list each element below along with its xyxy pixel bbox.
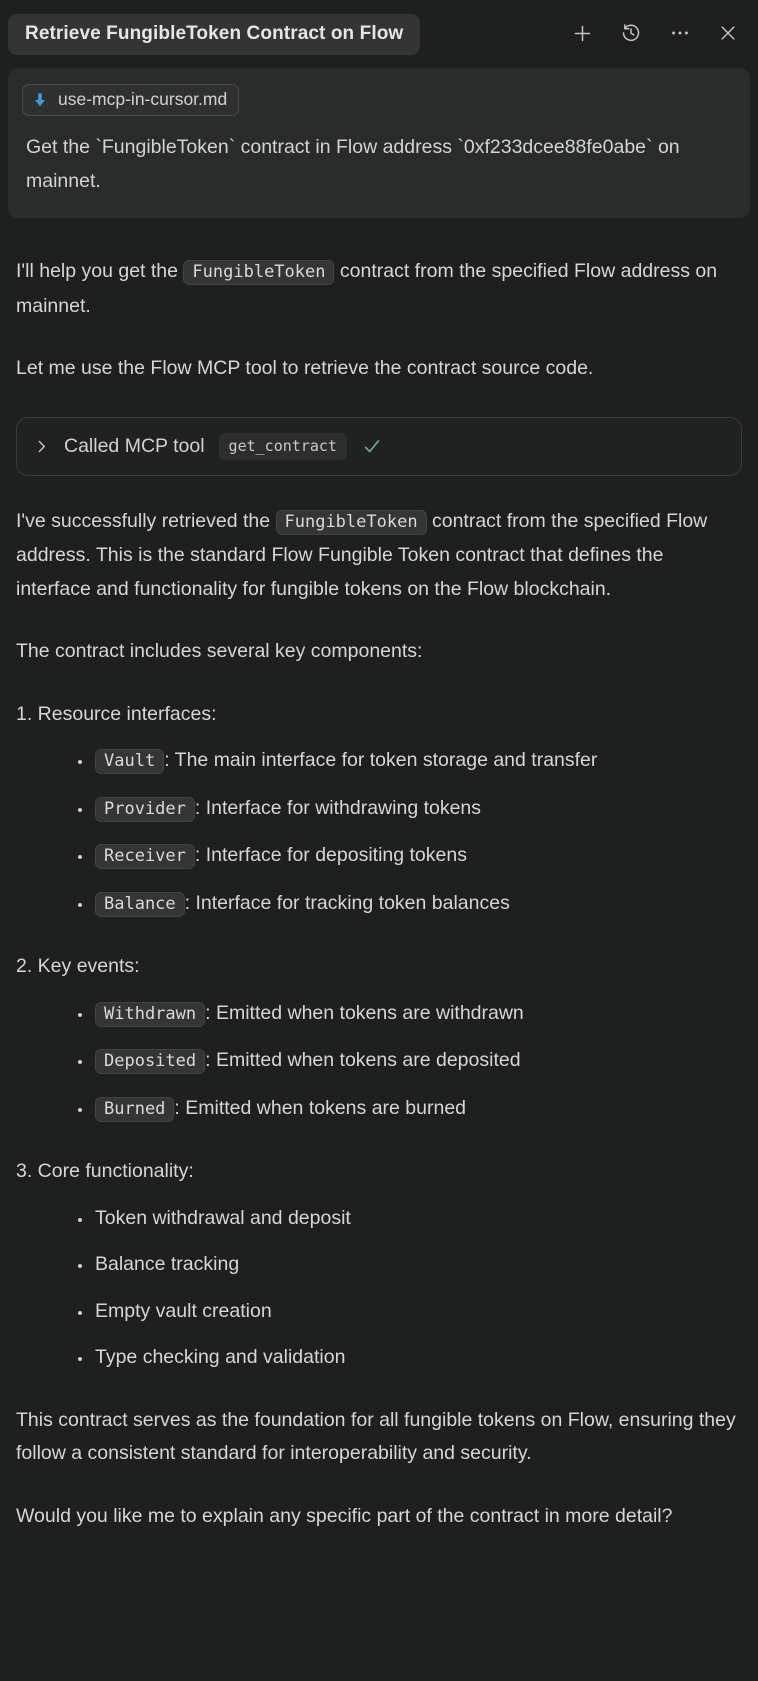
check-icon xyxy=(361,435,383,457)
list-item xyxy=(93,887,742,922)
text-segment: Type checking and validation xyxy=(95,1346,346,1368)
text-segment: : The main interface for token storage and transfer xyxy=(164,749,598,771)
text-segment: : Interface for tracking token balances xyxy=(184,891,510,914)
text-segment: Token withdrawal and deposit xyxy=(95,1206,351,1229)
text-segment: This contract serves as the foundation for all fungible tokens on Flow, ensuring they follow a consistent standard for interoperability and security. xyxy=(16,1408,736,1464)
list-item xyxy=(93,839,742,874)
inline-code: Vault xyxy=(95,749,164,774)
section-title: 3. Core functionality: xyxy=(16,1160,194,1182)
assistant-paragraph xyxy=(16,505,742,607)
text-segment: I've successfully retrieved the xyxy=(16,509,276,532)
header-actions xyxy=(572,22,738,47)
text-segment: Would you like me to explain any specific part of the contract in more detail? xyxy=(16,1504,673,1527)
list-item xyxy=(93,1202,742,1236)
user-message-text: Get the `FungibleToken` contract in Flow address `0xf233dcee88fe0abe` on mainnet. xyxy=(26,136,680,192)
new-chat-button[interactable] xyxy=(572,23,593,47)
list-item xyxy=(93,1341,742,1375)
ellipsis-icon xyxy=(669,22,691,47)
markdown-file-icon xyxy=(31,91,49,109)
user-message xyxy=(8,68,750,218)
list-item xyxy=(93,997,742,1032)
resource-interfaces-list xyxy=(16,744,742,921)
chat-header xyxy=(0,0,758,65)
text-segment: Balance tracking xyxy=(95,1253,240,1275)
history-icon xyxy=(620,22,642,47)
plus-icon xyxy=(572,23,593,47)
text-segment: : Interface for withdrawing tokens xyxy=(194,796,482,819)
list-item xyxy=(93,1295,742,1329)
chevron-right-icon xyxy=(33,438,50,455)
inline-code: FungibleToken xyxy=(183,260,334,285)
attached-file-name: use-mcp-in-cursor.md xyxy=(58,89,228,109)
text-segment: The contract includes several key components: xyxy=(16,640,423,662)
core-functionality-list xyxy=(16,1202,742,1375)
text-segment: Empty vault creation xyxy=(95,1299,272,1322)
inline-code: Receiver xyxy=(95,844,195,869)
list-item xyxy=(93,1248,742,1282)
section-title: 1. Resource interfaces: xyxy=(16,702,217,725)
text-segment: : Emitted when tokens are deposited xyxy=(205,1049,521,1071)
text-segment: contract from the specified Flow address on mainnet. xyxy=(16,260,718,317)
assistant-paragraph xyxy=(16,635,742,669)
key-events-list xyxy=(16,997,742,1127)
inline-code: FungibleToken xyxy=(276,510,427,535)
text-segment: : Emitted when tokens are burned xyxy=(174,1096,467,1119)
attached-file-chip[interactable] xyxy=(22,84,239,116)
assistant-paragraph xyxy=(16,352,742,386)
list-item xyxy=(93,792,742,827)
text-segment: contract from the specified Flow address. This is the standard Flow Fungible Token contract that defines the interface and functionality for fungible tokens on the Flow blockchain. xyxy=(16,509,708,600)
list-item xyxy=(93,1044,742,1079)
tool-name-badge: get_contract xyxy=(219,433,347,460)
inline-code: Burned xyxy=(95,1097,174,1122)
inline-code: Provider xyxy=(95,797,195,822)
history-button[interactable] xyxy=(620,22,642,47)
more-options-button[interactable] xyxy=(669,22,691,47)
assistant-paragraph xyxy=(16,1500,742,1534)
tool-call-label: Called MCP tool xyxy=(64,434,205,457)
text-segment: Let me use the Flow MCP tool to retrieve the contract source code. xyxy=(16,357,594,379)
close-icon xyxy=(718,23,738,46)
text-segment: : Interface for depositing tokens xyxy=(194,844,467,866)
chat-title-tab[interactable] xyxy=(8,14,420,55)
assistant-response xyxy=(0,218,758,1533)
chat-title: Retrieve FungibleToken Contract on Flow xyxy=(25,23,404,44)
inline-code: Withdrawn xyxy=(95,1002,205,1027)
inline-code: Deposited xyxy=(95,1049,205,1074)
assistant-paragraph xyxy=(16,255,742,323)
mcp-tool-call[interactable] xyxy=(16,417,742,476)
inline-code: Balance xyxy=(95,892,185,917)
text-segment: I'll help you get the xyxy=(16,260,184,282)
text-segment: : Emitted when tokens are withdrawn xyxy=(205,1001,524,1024)
section-title: 2. Key events: xyxy=(16,955,140,977)
list-item xyxy=(93,1092,742,1127)
close-button[interactable] xyxy=(718,23,738,46)
assistant-paragraph xyxy=(16,1404,742,1471)
list-item xyxy=(93,744,742,779)
